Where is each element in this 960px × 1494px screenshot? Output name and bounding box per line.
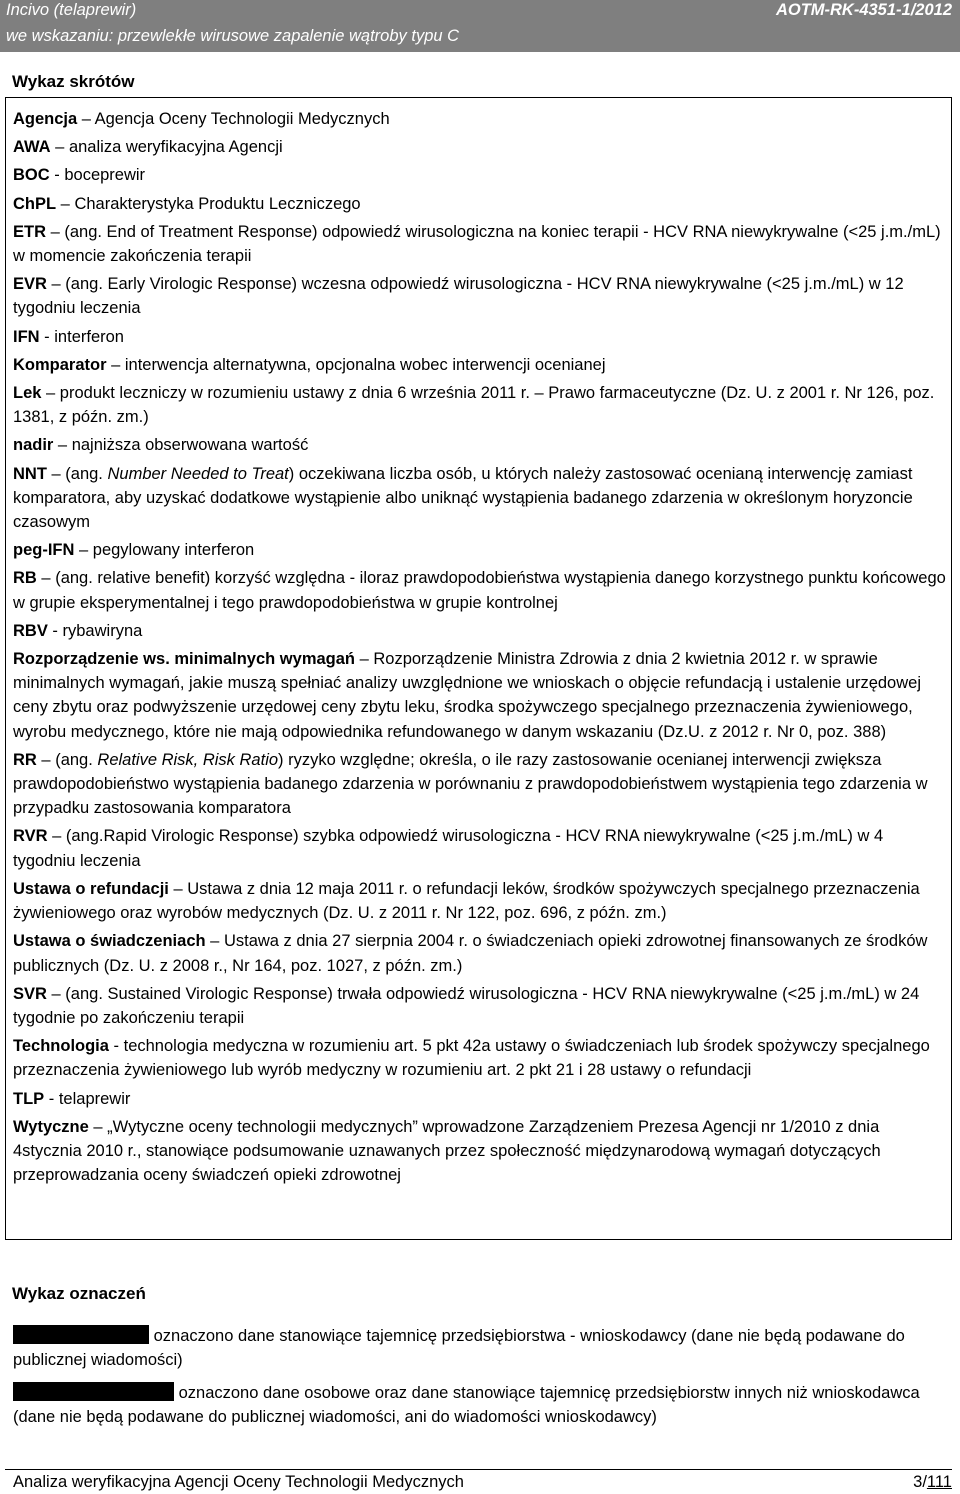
abbreviations-list <box>13 107 948 1191</box>
abbreviation-definition: Charakterystyka Produktu Leczniczego <box>74 194 361 213</box>
abbreviation-separator: – <box>106 355 125 374</box>
abbreviation-entry <box>13 220 948 268</box>
abbreviation-definition: Agencja Oceny Technologii Medycznych <box>94 110 390 128</box>
abbreviation-separator: - <box>44 1089 59 1108</box>
abbreviation-definition: (ang.Rapid Virologic Response) szybka odpowiedź wirusologiczna - HCV RNA niewykrywalne (<25 j.m./mL) w 4 tygodniu leczenia <box>13 827 884 870</box>
abbreviation-separator: – <box>46 222 65 241</box>
abbreviation-entry <box>13 647 948 744</box>
abbreviation-term: SVR <box>13 984 47 1003</box>
abbreviation-entry <box>13 982 948 1030</box>
abbreviation-term: Ustawa o świadczeniach <box>13 932 206 951</box>
abbreviation-separator: - <box>47 621 63 640</box>
abbreviation-entry <box>13 1034 948 1082</box>
abbreviation-term: RBV <box>13 621 48 640</box>
abbreviation-definition: (ang. Sustained Virologic Response) trwała odpowiedź wirusologiczna - HCV RNA niewykrywalne (<25 j.m./mL) w 24 tygodnie po zakończeniu terapii <box>13 984 920 1027</box>
abbreviation-definition: rybawiryna <box>62 621 143 640</box>
abbreviation-definition: Ustawa z dnia 27 sierpnia 2004 r. o świadczeniach opieki zdrowotnej finansowanych ze środków publicznych (Dz. U. z 2008 r., Nr 164, poz. 1027, z późn. zm.) <box>13 932 928 975</box>
abbreviation-definition: najniższa obserwowana wartość <box>71 436 309 455</box>
abbreviation-separator: – <box>205 932 224 951</box>
abbreviation-separator: – <box>41 384 60 403</box>
abbreviation-entry <box>13 1115 948 1188</box>
abbreviation-term: BOC <box>13 166 50 185</box>
abbreviation-entry <box>13 1087 948 1111</box>
designation-text: oznaczono dane osobowe oraz dane stanowiące tajemnicę przedsiębiorstw innych niż wnioskodawca (dane nie będą podawane do publicznej wiadomości, ani do wiadomości wnioskodawcy) <box>13 1384 920 1427</box>
designations-title: Wykaz oznaczeń <box>12 1284 146 1303</box>
abbreviation-separator: - <box>49 166 65 185</box>
abbreviation-term: nadir <box>13 436 54 455</box>
abbreviation-separator: – <box>77 110 95 128</box>
abbreviation-term: ChPL <box>13 194 57 213</box>
abbreviation-term: peg-IFN <box>13 541 75 560</box>
designation-text: oznaczono dane stanowiące tajemnicę przedsiębiorstwa - wnioskodawcy (dane nie będą podawane do publicznej wiadomości) <box>13 1327 905 1370</box>
abbreviation-definition: Ustawa z dnia 12 maja 2011 r. o refundacji leków, środków spożywczych specjalnego przeznaczenia żywieniowego oraz wyrobów medycznych (Dz. U. z 2011 r. Nr 122, poz. 696, z późn. zm.) <box>13 879 920 923</box>
abbreviation-entry <box>13 877 948 925</box>
abbreviation-entry <box>13 619 948 643</box>
footer-title: Analiza weryfikacyjna Agencji Oceny Technologii Medycznych <box>13 1473 464 1491</box>
abbreviation-definition: pegylowany interferon <box>92 541 255 560</box>
abbreviation-definition: (ang. Early Virologic Response) wczesna odpowiedź wirusologiczna - HCV RNA niewykrywalne (<25 j.m./mL) w 12 tygodniu leczenia <box>13 275 904 318</box>
abbreviation-definition: (ang. relative benefit) korzyść względna - iloraz prawdopodobieństwa wystąpienia danego korzystnego punktu końcowego w grupie eksperymentalnej i tego prawdopodobieństwa w grupie kontrolnej <box>13 569 946 612</box>
header-drug: Incivo (telaprewir) <box>6 1 137 19</box>
abbreviation-separator: – <box>74 541 93 560</box>
abbreviation-separator: - <box>108 1037 124 1056</box>
abbreviation-entry <box>13 192 948 216</box>
designation-item <box>13 1324 948 1372</box>
page-number: 3/111 <box>913 1473 952 1491</box>
abbreviation-definition: „Wytyczne oceny technologii medycznych” wprowadzone Zarządzeniem Prezesa Agencji nr 1/2010 z dnia 4stycznia 2010 r., stanowiące podsumowanie uznawanych przez społeczność międzynarodową wymagań dotyczących przeprowadzania oceny świadczeń opieki zdrowotnej <box>13 1117 881 1185</box>
abbreviation-definition: technologia medyczna w rozumieniu art. 5 pkt 42a ustawy o świadczeniach lub środek spożywczy specjalnego przeznaczenia żywieniowego lub wyrób medyczny w rozumieniu art. 2 pkt 21 i 28 ustawy o refundacji <box>13 1037 930 1080</box>
abbreviation-entry <box>13 163 948 187</box>
abbreviation-term: RB <box>13 569 37 588</box>
abbreviations-title: Wykaz skrótów <box>12 72 135 91</box>
abbreviation-term: IFN <box>13 327 40 346</box>
abbreviation-entry <box>13 272 948 320</box>
abbreviation-definition: interferon <box>54 327 124 346</box>
abbreviation-term: ETR <box>13 222 46 241</box>
redaction-bar-black <box>13 1382 174 1401</box>
abbreviation-separator: - <box>39 327 55 346</box>
abbreviation-entry <box>13 325 948 349</box>
abbreviation-term: Lek <box>13 384 42 403</box>
abbreviation-term: Komparator <box>13 355 107 374</box>
abbreviation-term: Agencja <box>13 110 78 128</box>
abbreviation-separator: – <box>36 569 56 588</box>
abbreviation-separator: – <box>88 1117 108 1136</box>
header-indication: we wskazaniu: przewlekłe wirusowe zapalenie wątroby typu C <box>6 27 460 45</box>
abbreviation-entry <box>13 135 948 159</box>
abbreviation-entry <box>13 381 948 429</box>
abbreviation-separator: – <box>36 750 56 769</box>
abbreviation-entry <box>13 824 948 872</box>
abbreviation-definition: (ang. End of Treatment Response) odpowiedź wirusologiczna na koniec terapii - HCV RNA niewykrywalne (<25 j.m./mL) w momencie zakończenia terapii <box>13 222 941 266</box>
abbreviation-entry <box>13 107 948 131</box>
abbreviation-definition: analiza weryfikacyjna Agencji <box>68 138 283 157</box>
abbreviation-entry <box>13 929 948 977</box>
redaction-bar-black <box>13 1325 149 1344</box>
abbreviation-entry <box>13 433 948 457</box>
abbreviation-definition: produkt leczniczy w rozumieniu ustawy z dnia 6 września 2011 r. – Prawo farmaceutyczne (Dz. U. z 2001 r. Nr 126, poz. 1381, z późn. zm.) <box>13 384 935 427</box>
abbreviation-separator: – <box>50 138 69 157</box>
abbreviation-term: AWA <box>13 138 51 157</box>
abbreviation-definition: telaprewir <box>58 1089 131 1108</box>
page-footer <box>5 1469 952 1494</box>
abbreviation-term: NNT <box>13 464 47 483</box>
abbreviation-term: RVR <box>13 827 48 846</box>
abbreviation-definition: boceprewir <box>64 166 146 185</box>
abbreviation-definition: (ang. Relative Risk, Risk Ratio) ryzyko względne; określa, o ile razy zastosowanie ocenianej interwencji zwiększa prawdopodobieństwo wystąpienia badanego zdarzenia w porównaniu z prawdopodobieństwem wystąpienia tego zdarzenia w przypadku zastosowania komparatora <box>13 750 928 818</box>
abbreviation-entry <box>13 538 948 562</box>
page-header <box>0 0 960 52</box>
abbreviation-entry <box>13 462 948 535</box>
designation-item <box>13 1381 948 1429</box>
abbreviation-definition: interwencja alternatywna, opcjonalna wobec interwencji ocenianej <box>124 355 606 374</box>
abbreviation-separator: – <box>46 984 66 1003</box>
abbreviation-entry <box>13 566 948 614</box>
abbreviation-term: Wytyczne <box>13 1117 89 1136</box>
abbreviation-entry <box>13 353 948 377</box>
abbreviation-separator: – <box>53 436 72 455</box>
abbreviation-term: Rozporządzenie ws. minimalnych wymagań <box>13 650 355 669</box>
abbreviation-separator: – <box>56 194 75 213</box>
abbreviation-separator: – <box>47 827 66 846</box>
abbreviation-separator: – <box>355 650 374 669</box>
abbreviation-entry <box>13 748 948 821</box>
abbreviation-term: RR <box>13 750 37 769</box>
abbreviation-term: EVR <box>13 275 47 294</box>
abbreviation-separator: – <box>46 275 66 294</box>
abbreviation-term: TLP <box>13 1089 45 1108</box>
abbreviation-definition: Rozporządzenie Ministra Zdrowia z dnia 2 kwietnia 2012 r. w sprawie minimalnych wymagań, jakie muszą spełniać analizy uwzględnione we wnioskach o objęcie refundacją i ustalenie urzędowej ceny zbytu oraz podwyższenie urzędowej ceny zbytu leku, środka spożywczego specjalnego przeznaczenia żywieniowego, wyrobu medycznego, które nie mają odpowiednika refundowanego w danym wskazaniu (Dz.U. z 2012 r. Nr 0, poz. 388) <box>13 650 921 741</box>
abbreviation-definition: (ang. Number Needed to Treat) oczekiwana liczba osób, u których należy zastosować ocenianą interwencję zamiast komparatora, aby uzyskać dodatkowe wystąpienie albo uniknąć wystąpienia badanego zdarzenia w określonym horyzoncie czasowym <box>13 464 913 532</box>
abbreviation-separator: – <box>168 879 188 898</box>
abbreviation-term: Ustawa o refundacji <box>13 879 169 898</box>
abbreviation-separator: – <box>46 464 66 483</box>
abbreviation-term: Technologia <box>13 1037 109 1056</box>
header-report-id: AOTM-RK-4351-1/2012 <box>775 1 952 19</box>
